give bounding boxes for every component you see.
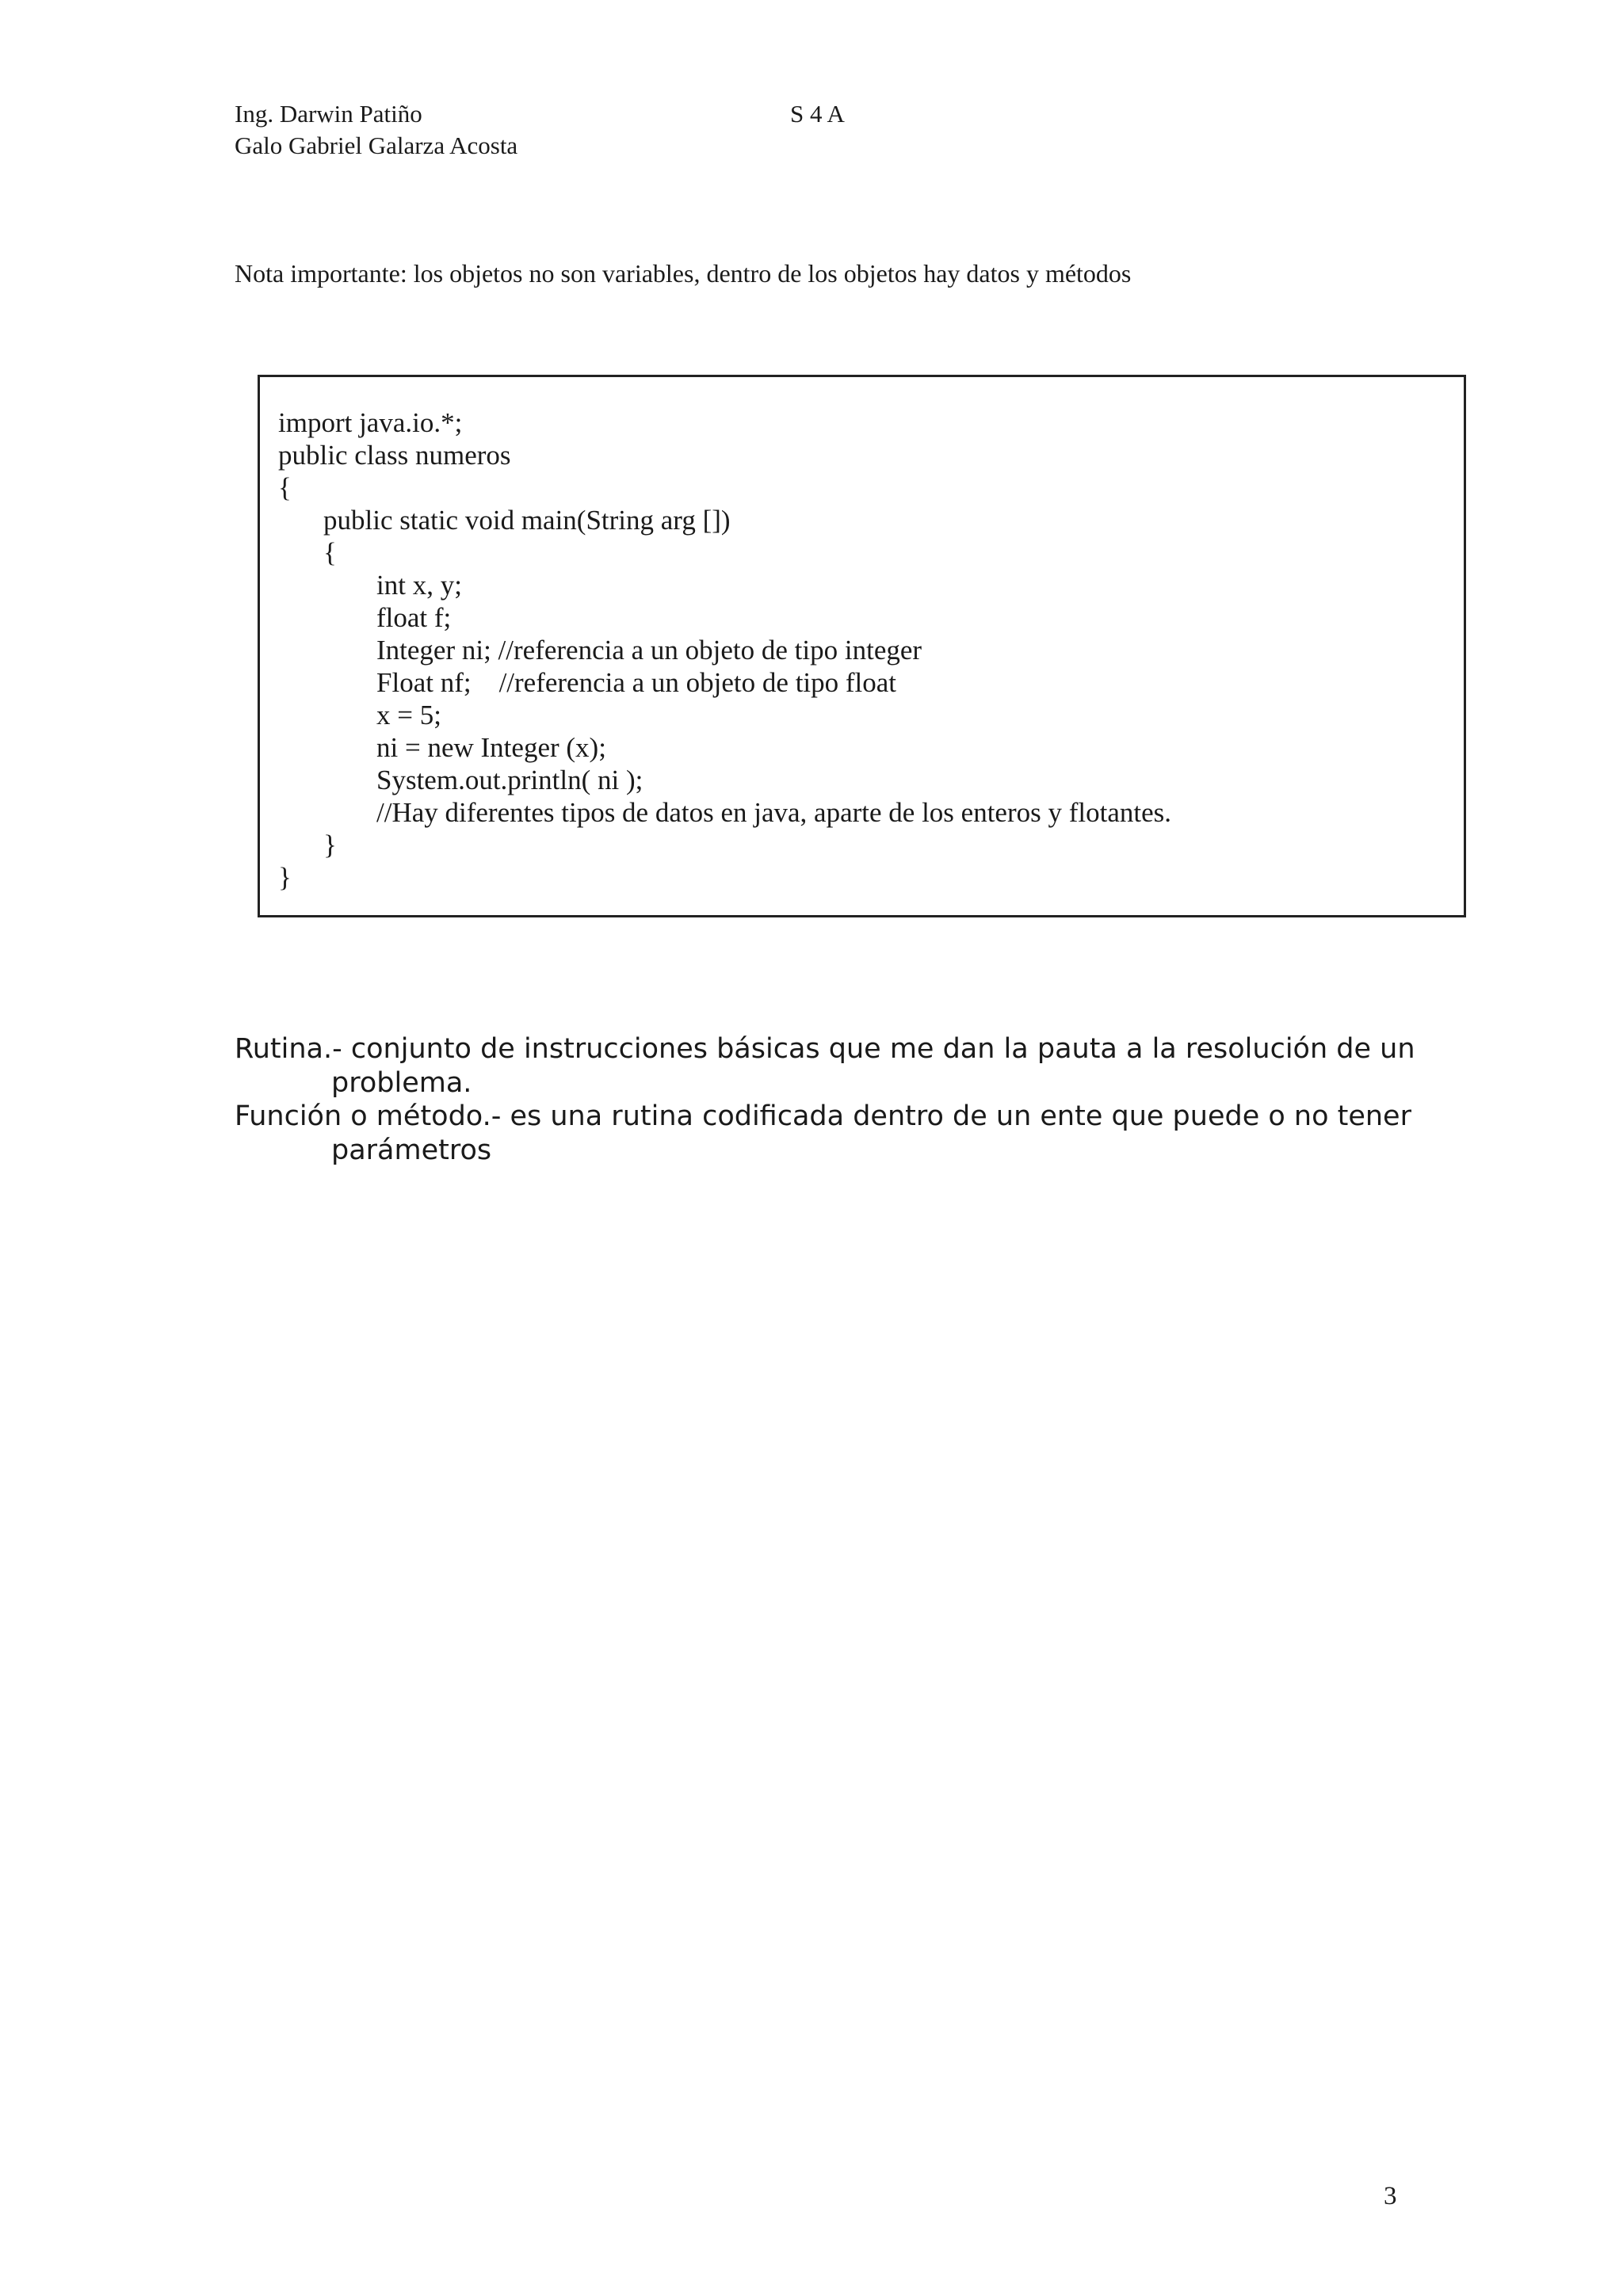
code-line: ni = new Integer (x); <box>376 732 606 763</box>
definition-rutina-continuation: problema. <box>331 1067 472 1099</box>
code-line: //Hay diferentes tipos de datos en java, aparte de los enteros y flotantes. <box>376 797 1172 828</box>
code-box <box>258 375 1466 917</box>
code-line: public class numeros <box>278 440 511 471</box>
code-line: Integer ni; //referencia a un objeto de tipo integer <box>376 635 922 666</box>
definition-funcion: Función o método.- es una rutina codificada dentro de un ente que puede o no tener <box>235 1100 1411 1132</box>
code-line: import java.io.*; <box>278 407 463 438</box>
definition-rutina: Rutina.- conjunto de instrucciones básicas que me dan la pauta a la resolución de un <box>235 1033 1415 1065</box>
code-line: { <box>323 537 337 568</box>
code-line: } <box>278 862 292 893</box>
header-group: S 4 A <box>790 100 845 128</box>
header-author: Ing. Darwin Patiño <box>235 100 422 128</box>
important-note: Nota importante: los objetos no son variables, dentro de los objetos hay datos y métodos <box>235 259 1132 288</box>
code-line: x = 5; <box>376 700 441 730</box>
definition-funcion-continuation: parámetros <box>331 1135 492 1166</box>
code-line: int x, y; <box>376 570 462 601</box>
code-line: float f; <box>376 602 452 633</box>
code-line: System.out.println( ni ); <box>376 765 643 795</box>
code-line: Float nf; //referencia a un objeto de tipo float <box>376 667 897 698</box>
page-number: 3 <box>1384 2182 1397 2210</box>
code-line: { <box>278 472 292 503</box>
code-line: } <box>323 830 337 860</box>
header-student: Galo Gabriel Galarza Acosta <box>235 132 518 159</box>
code-line: public static void main(String arg []) <box>323 505 731 536</box>
